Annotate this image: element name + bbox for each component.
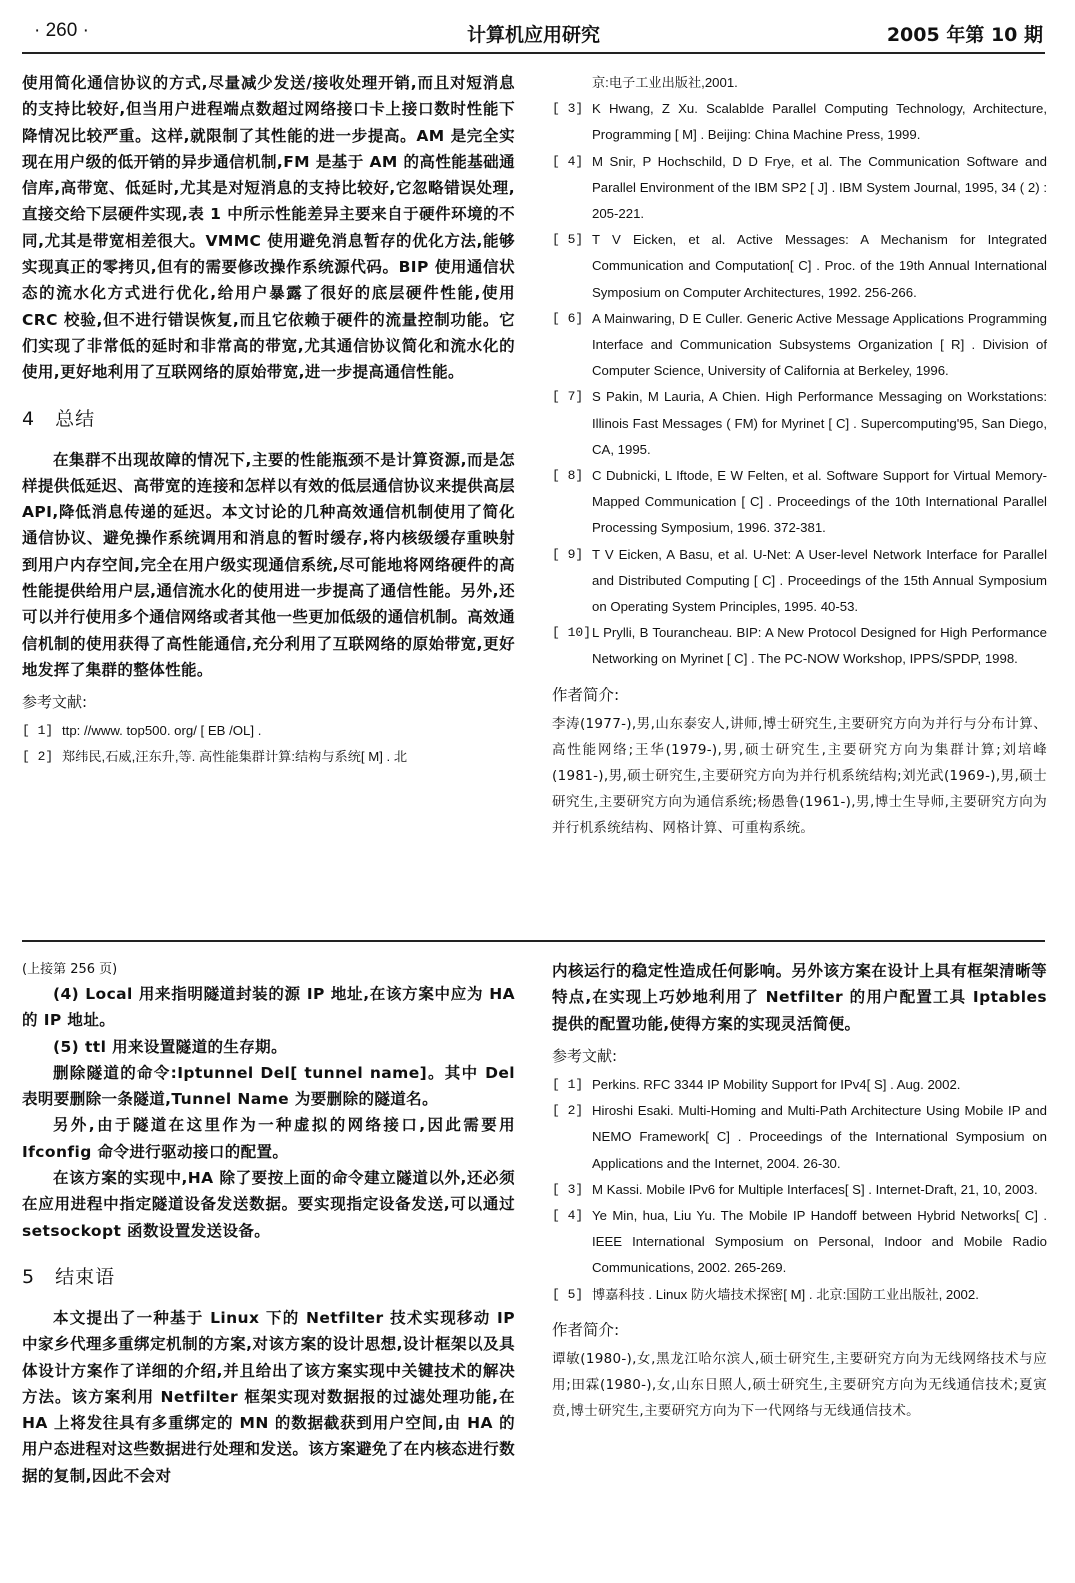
upper-right-column — [552, 70, 1047, 926]
reference-text: M Snir, P Hochschild, D D Frye, et al. The Communication Software and Parallel Environment of the IBM SP2 [ J] . IBM System Journal, 1995, 34 ( 2) : 205-221. — [592, 153, 1047, 222]
body-paragraph: 在集群不出现故障的情况下,主要的性能瓶颈不是计算资源,而是怎样提供低延迟、高带宽的连接和怎样以有效的低层通信协议来提供高层 API,降低消息传递的延迟。本文讨论的几种高效通信机制使用了简化通信协议、避免操作系统调用和消息的暂时缓存,将内核级缓存重映射到用户内存空间,完全在用户级实现通信系统,尽可能地将网络硬件的高性能提供给用户层,通信流水化的使用进一步提高了通信性能。另外,还可以并行使用多个通信网络或者其他一些更加低级的通信机制。高效通信机制的使用获得了高性能通信,充分利用了互联网络的原始带宽,更好地发挥了集群的整体性能。 — [22, 450, 515, 679]
references-heading: 参考文献: — [22, 693, 88, 712]
continued-note: (上接第 256 页) — [22, 962, 118, 977]
body-paragraph: 删除隧道的命令:Iptunnel Del[ tunnel name]。其中 Del 表明要删除一条隧道,Tunnel Name 为要删除的隧道名。 — [22, 1063, 515, 1109]
reference-item — [552, 1098, 1047, 1177]
body-paragraph: (4) Local 用来指明隧道封装的源 IP 地址,在该方案中应为 HA 的 IP 地址。 — [22, 985, 515, 1030]
author-heading: 作者简介: — [552, 685, 620, 704]
section-heading — [22, 404, 515, 431]
reference-item — [552, 149, 1047, 228]
reference-text: 博嘉科技 . Linux 防火墙技术探密[ M] . 北京:国防工业出版社, 2002. — [592, 1286, 979, 1302]
reference-item — [552, 620, 1047, 672]
reference-number: [ 7] — [552, 389, 584, 405]
issue-label: 2005 年第 10 期 — [886, 24, 1043, 46]
reference-item — [552, 542, 1047, 621]
reference-item — [552, 96, 1047, 148]
section-heading — [22, 1262, 515, 1289]
reference-item — [552, 306, 1047, 385]
reference-number: [ 9] — [552, 546, 584, 562]
body-paragraph: 内核运行的稳定性造成任何影响。另外该方案在设计上具有框架清晰等特点,在实现上巧妙地利用了 Netfilter 的用户配置工具 Iptables 提供的配置功能,使得方案的实现灵活简便。 — [552, 962, 1047, 1033]
reference-number: [ 5] — [552, 1286, 584, 1302]
reference-text: Hiroshi Esaki. Multi-Homing and Multi-Path Architecture Using Mobile IP and NEMO Framework[ C] . Proceedings of the International Symposium on Applications and the Internet, 2004. 26-30. — [592, 1103, 1047, 1171]
reference-number: [ 2] — [22, 749, 54, 765]
reference-item — [552, 227, 1047, 306]
reference-item — [552, 1282, 1047, 1308]
lower-right-column — [552, 958, 1047, 1570]
reference-item — [552, 1203, 1047, 1282]
reference-number: [ 3] — [552, 101, 584, 117]
reference-text: A Mainwaring, D E Culler. Generic Active Message Applications Programming Interface and Communication Subsystems Organization [ R] . Division of Computer Science, University of California at Berkeley, 1996. — [592, 310, 1047, 379]
body-paragraph: 本文提出了一种基于 Linux 下的 Netfilter 技术实现移动 IP 中家乡代理多重绑定机制的方案,对该方案的设计思想,设计框架以及具体设计方案作了详细的介绍,并且给出了该方案实现中关键技术的解决方法。该方案利用 Netfilter 框架实现对数据报的过滤处理功能,在 HA 上将发往具有多重绑定的 MN 的数据截获到用户空间,由 HA 的用户态进程对这些数据进行处理和发送。该方案避免了在内核态进行数据的复制,因此不会对 — [22, 1308, 515, 1485]
reference-item — [552, 384, 1047, 463]
reference-number: [ 5] — [552, 232, 584, 248]
page-header — [22, 14, 1045, 54]
section-title: 总结 — [55, 407, 96, 430]
reference-text: ttp: //www. top500. org/ [ EB /OL] . — [62, 723, 262, 739]
reference-text: 郑纬民,石威,汪东升,等. 高性能集群计算:结构与系统[ M] . 北 — [62, 749, 408, 765]
section-title: 结束语 — [55, 1265, 116, 1288]
reference-number: [ 3] — [552, 1181, 584, 1197]
author-heading: 作者简介: — [552, 1320, 620, 1339]
reference-number: [ 4] — [552, 1207, 584, 1223]
reference-number: [ 10] — [552, 625, 592, 641]
section-number: 5 — [22, 1265, 36, 1288]
reference-text: T V Eicken, A Basu, et al. U-Net: A User-level Network Interface for Parallel and Distributed Computing [ C] . Proceedings of the 15th Annual Symposium on Operating System Principles, 1995. 40-53. — [592, 546, 1047, 615]
body-paragraph: 在该方案的实现中,HA 除了要按上面的命令建立隧道以外,还必须在应用进程中指定隧道设备发送数据。要实现指定设备发送,可以通过 setsockopt 函数设置发送设备。 — [22, 1169, 515, 1240]
reference-text: L Prylli, B Tourancheau. BIP: A New Protocol Designed for High Performance Networking on Myrinet [ C] . The PC-NOW Workshop, IPPS/SPDP, 1998. — [592, 625, 1047, 667]
reference-number: [ 8] — [552, 468, 584, 484]
reference-number: [ 4] — [552, 153, 584, 169]
page-number: · 260 · — [34, 20, 89, 41]
section-number: 4 — [22, 407, 36, 430]
reference-text: M Kassi. Mobile IPv6 for Multiple Interfaces[ S] . Internet-Draft, 21, 10, 2003. — [592, 1181, 1038, 1197]
reference-item — [552, 1072, 1047, 1098]
reference-number: [ 1] — [552, 1076, 584, 1092]
lower-left-column — [22, 958, 515, 1570]
reference-text: C Dubnicki, L Iftode, E W Felten, et al. Software Support for Virtual Memory-Mapped Communication [ C] . Proceedings of the 10th International Parallel Processing Symposium, 1996. 372-381. — [592, 468, 1047, 536]
upper-left-column — [22, 70, 515, 926]
reference-text: Perkins. RFC 3344 IP Mobility Support for IPv4[ S] . Aug. 2002. — [592, 1076, 961, 1092]
reference-item — [552, 1177, 1047, 1203]
reference-text: S Pakin, M Lauria, A Chien. High Performance Messaging on Workstations: Illinois Fast Messages ( FM) for Myrinet [ C] . Supercomputing'95, San Diego, CA, 1995. — [592, 389, 1047, 457]
reference-number: [ 2] — [552, 1103, 584, 1119]
body-paragraph: 使用简化通信协议的方式,尽量减少发送/接收处理开销,而且对短消息的支持比较好,但当用户进程端点数超过网络接口卡上接口数时性能下降情况比较严重。这样,就限制了其性能的进一步提高。AM 是完全实现在用户级的低开销的异步通信机制,FM 是基于 AM 的高性能基础通信库,高带宽、低延时,尤其是对短消息的支持比较好,它忽略错误处理,直接交给下层硬件实现,表 1 中所示性能差异主要来自于硬件环境的不同,尤其是带宽相差很大。VMMC 使用避免消息暂存的优化方法,能够实现真正的零拷贝,但有的需要修改操作系统源代码。BIP 使用通信状态的流水化方式进行优化,给用户暴露了很好的底层硬件性能,使用 CRC 校验,但不进行错误恢复,而且它依赖于硬件的流量控制功能。它们实现了非常低的延时和非常高的带宽,尤其通信协议简化和流水化的使用,更好地利用了互联网络的原始带宽,进一步提高通信性能。 — [22, 74, 515, 382]
reference-text: T V Eicken, et al. Active Messages: A Mechanism for Integrated Communication and Computation[ C] . Proc. of the 19th Annual International Symposium on Computer Architectures, 1992. 256-266. — [592, 232, 1047, 300]
section-divider — [22, 940, 1045, 942]
body-paragraph: (5) ttl 用来设置隧道的生存期。 — [53, 1037, 287, 1056]
reference-item — [552, 463, 1047, 542]
reference-number: [ 6] — [552, 310, 584, 326]
reference-number: [ 1] — [22, 723, 54, 739]
reference-item — [22, 744, 515, 770]
reference-continuation: 京:电子工业出版社,2001. — [592, 75, 738, 90]
journal-title: 计算机应用研究 — [466, 24, 600, 46]
references-heading: 参考文献: — [552, 1046, 618, 1065]
author-bio: 谭敏(1980-),女,黑龙江哈尔滨人,硕士研究生,主要研究方向为无线网络技术与应用;田霖(1980-),女,山东日照人,硕士研究生,主要研究方向为无线通信技术;夏寅贲,博士研究生,主要研究方向为下一代网络与无线通信技术。 — [552, 1350, 1047, 1420]
reference-item — [22, 718, 515, 744]
reference-text: Ye Min, hua, Liu Yu. The Mobile IP Handoff between Hybrid Networks[ C] . IEEE International Symposium on Personal, Indoor and Mobile Radio Communications, 2002. 265-269. — [592, 1207, 1047, 1276]
author-bio: 李涛(1977-),男,山东泰安人,讲师,博士研究生,主要研究方向为并行与分布计算、高性能网络;王华(1979-),男,硕士研究生,主要研究方向为集群计算;刘培峰(1981-),男,硕士研究生,主要研究方向为并行机系统结构;刘光武(1969-),男,硕士研究生,主要研究方向为通信系统;杨愚鲁(1961-),男,博士生导师,主要研究方向为并行机系统结构、网格计算、可重构系统。 — [552, 715, 1047, 837]
reference-text: K Hwang, Z Xu. Scalablde Parallel Computing Technology, Architecture, Programming [ M] . Beijing: China Machine Press, 1999. — [592, 101, 1047, 143]
body-paragraph: 另外,由于隧道在这里作为一种虚拟的网络接口,因此需要用 Ifconfig 命令进行驱动接口的配置。 — [22, 1116, 515, 1161]
